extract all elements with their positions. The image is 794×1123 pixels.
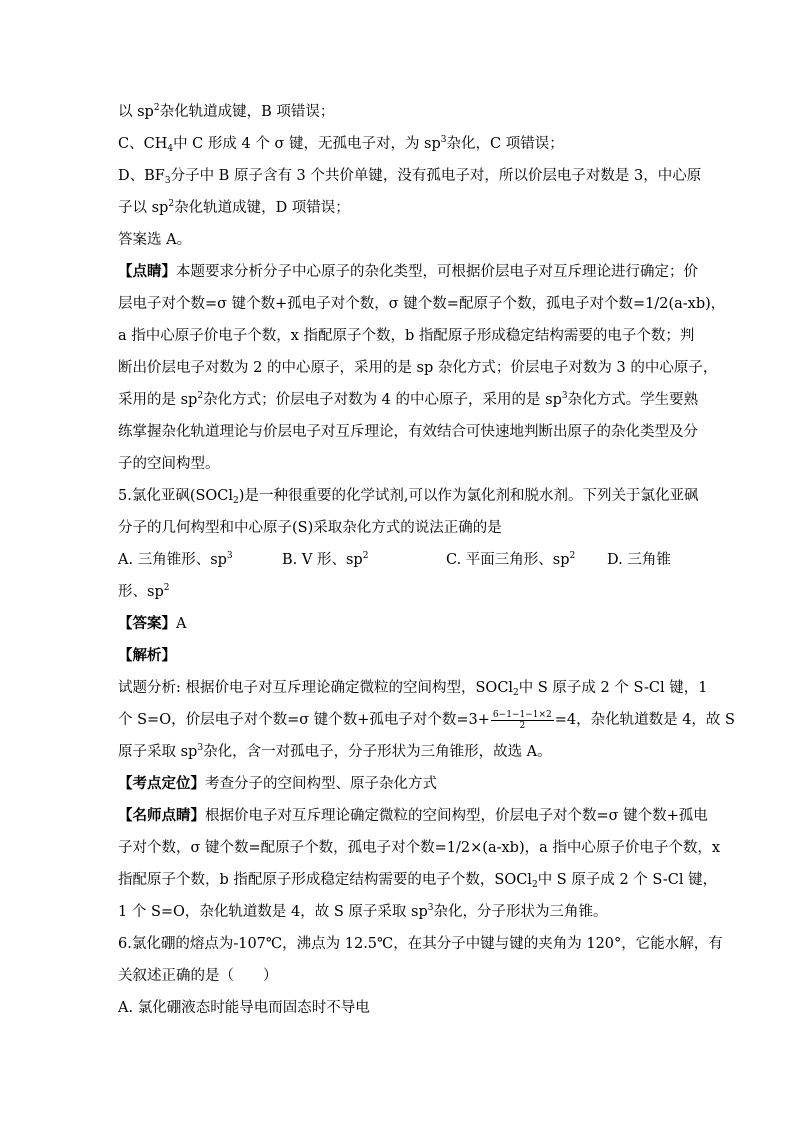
subscript: 3 (164, 176, 171, 186)
text-span: 本题要求分析分子中心原子的杂化类型，可根据价层电子对互斥理论进行确定；价 (176, 264, 698, 280)
text-line (118, 640, 678, 672)
text-line (118, 320, 695, 352)
text-span: 杂化，分子形状为三角锥。 (433, 904, 608, 920)
question-stem (118, 960, 678, 992)
text-span: )是一种很重要的化学试剂,可以作为氯化剂和脱水剂。下列关于氯化亚砜 (238, 488, 699, 504)
option-a (118, 544, 233, 576)
question-stem (118, 512, 678, 544)
text-span: 杂化方式；价层电子对数为 4 的中心原子，采用的是 sp (203, 392, 562, 408)
section-label: 【名师点睛】 (118, 807, 205, 824)
superscript: 3 (197, 743, 204, 753)
text-span: 分子的几何构型和中心原子(S)采取杂化方式的说法正确的是 (118, 520, 502, 536)
option-a-text: A. 氯化硼液态时能导电而固态时不导电 (118, 1000, 370, 1016)
superscript: 2 (168, 199, 175, 209)
text-span: 指配原子个数，b 指配原子形成稳定结构需要的电子个数，SOCl (118, 872, 532, 888)
fraction-denominator: 2 (519, 720, 526, 731)
text-span: 原子采取 sp (118, 744, 198, 760)
option-c (446, 544, 575, 576)
subscript: 2 (233, 496, 239, 506)
superscript: 2 (163, 583, 170, 593)
text-line (118, 896, 678, 928)
text-span: 层电子对个数=σ 键个数+孤电子对个数，σ 键个数=配原子个数，孤电子对个数=1/2(a-xb)， (118, 296, 726, 312)
option-b (282, 544, 368, 576)
text-span: 1 个 S=O，杂化轨道数是 4，故 S 原子采取 sp (118, 904, 428, 920)
text-span: 中 S 原子成 2 个 S-Cl 键，1 (518, 680, 708, 696)
text-span: 子以 sp (118, 200, 169, 216)
superscript: 2 (153, 103, 160, 113)
text-span: 杂化，含一对孤电子，分子形状为三角锥形，故选 A。 (203, 744, 552, 760)
text-line (118, 800, 708, 832)
text-span: 分子中 B 原子含有 3 个共价单键，没有孤电子对，所以价层电子对数是 3，中心原 (170, 168, 702, 184)
text-line (118, 128, 678, 160)
text-span: 子对个数，σ 键个数=配原子个数，孤电子对个数=1/2×(a-xb)，a 指中心原子价电子个数，x (118, 840, 721, 856)
text-span: 试题分析: 根据价电子对互斥理论确定微粒的空间构型，SOCl (118, 680, 514, 696)
text-line (118, 448, 678, 480)
text-span: 6.氯化硼的熔点为-107℃，沸点为 12.5℃，在其分子中键与键的夹角为 120°，它能水解，有 (118, 936, 723, 952)
text-line (118, 160, 702, 192)
text-span: 考查分子的空间构型、原子杂化方式 (205, 776, 437, 792)
text-line (118, 192, 678, 224)
text-line (118, 384, 699, 416)
option-a (118, 992, 678, 1024)
text-span: 个 S=O，价层电子对个数=σ 键个数+孤电子对个数=3+ (118, 712, 490, 728)
text-line (118, 704, 735, 736)
answer-line (118, 224, 678, 256)
options-row (118, 544, 678, 576)
text-span: 5.氯化亚砜(SOCl (118, 488, 234, 504)
text-line (118, 576, 678, 608)
text-span: C、CH (118, 136, 168, 152)
text-span: 以 sp (118, 104, 154, 120)
text-span: 断出价层电子对数为 2 的中心原子，采用的是 sp 杂化方式；价层电子对数为 3 的中心原子， (118, 360, 718, 376)
subscript: 2 (531, 880, 538, 890)
document-page (118, 96, 735, 1024)
superscript: 3 (226, 551, 233, 561)
text-span: D、BF (118, 168, 165, 184)
subscript: 2 (513, 688, 519, 698)
option-b-text: B. V 形、sp (282, 552, 363, 568)
option-a-text: A. 三角锥形、sp (118, 552, 227, 568)
answer-line (118, 608, 678, 640)
text-span: 形、sp (118, 584, 164, 600)
option-d-text: D. 三角锥 (607, 552, 671, 568)
text-line (118, 416, 698, 448)
text-line (118, 352, 718, 384)
text-span: 杂化方式。学生要熟 (567, 392, 699, 408)
text-span: 采用的是 sp (118, 392, 198, 408)
text-span: A (176, 616, 187, 632)
fraction-numerator: 6−1−1−1×2 (492, 709, 552, 720)
superscript: 3 (427, 903, 434, 913)
superscript: 2 (362, 551, 369, 561)
text-span: 根据价电子对互斥理论确定微粒的空间构型，价层电子对个数=σ 键个数+孤电 (205, 808, 708, 824)
section-label: 【解析】 (118, 647, 176, 664)
text-span: 杂化轨道成键，D 项错误； (174, 200, 350, 216)
text-span: 答案选 A。 (118, 232, 192, 248)
superscript: 3 (561, 391, 568, 401)
text-line (118, 288, 726, 320)
section-label: 【答案】 (118, 615, 176, 632)
text-line (118, 672, 708, 704)
text-span: 中 S 原子成 2 个 S-Cl 键， (537, 872, 718, 888)
text-span: a 指中心原子价电子个数，x 指配原子个数，b 指配原子形成稳定结构需要的电子个数；判 (118, 328, 695, 344)
option-c-text: C. 平面三角形、sp (446, 552, 570, 568)
section-label: 【考点定位】 (118, 775, 205, 792)
superscript: 2 (197, 391, 204, 401)
subscript: 4 (167, 144, 174, 154)
text-span: 杂化轨道成键，B 项错误； (159, 104, 335, 120)
fraction (491, 710, 554, 731)
text-span: =4，杂化轨道数是 4，故 S (554, 712, 735, 728)
text-span: 杂化，C 项错误； (446, 136, 564, 152)
superscript: 3 (440, 135, 447, 145)
question-stem (118, 480, 699, 512)
option-d (607, 544, 671, 576)
text-line (118, 96, 678, 128)
section-label: 【点睛】 (118, 263, 176, 280)
superscript: 2 (569, 551, 576, 561)
question-stem (118, 928, 723, 960)
text-line (118, 768, 678, 800)
text-line (118, 864, 718, 896)
text-span: 练掌握杂化轨道理论与价层电子对互斥理论，有效结合可快速地判断出原子的杂化类型及分 (118, 424, 698, 440)
text-span: 子的空间构型。 (118, 456, 220, 472)
text-line (118, 832, 721, 864)
text-span: 中 C 形成 4 个 σ 键，无孤电子对，为 sp (173, 136, 441, 152)
text-line (118, 256, 698, 288)
text-line (118, 736, 678, 768)
text-span: 关叙述正确的是（ ） (118, 968, 278, 984)
